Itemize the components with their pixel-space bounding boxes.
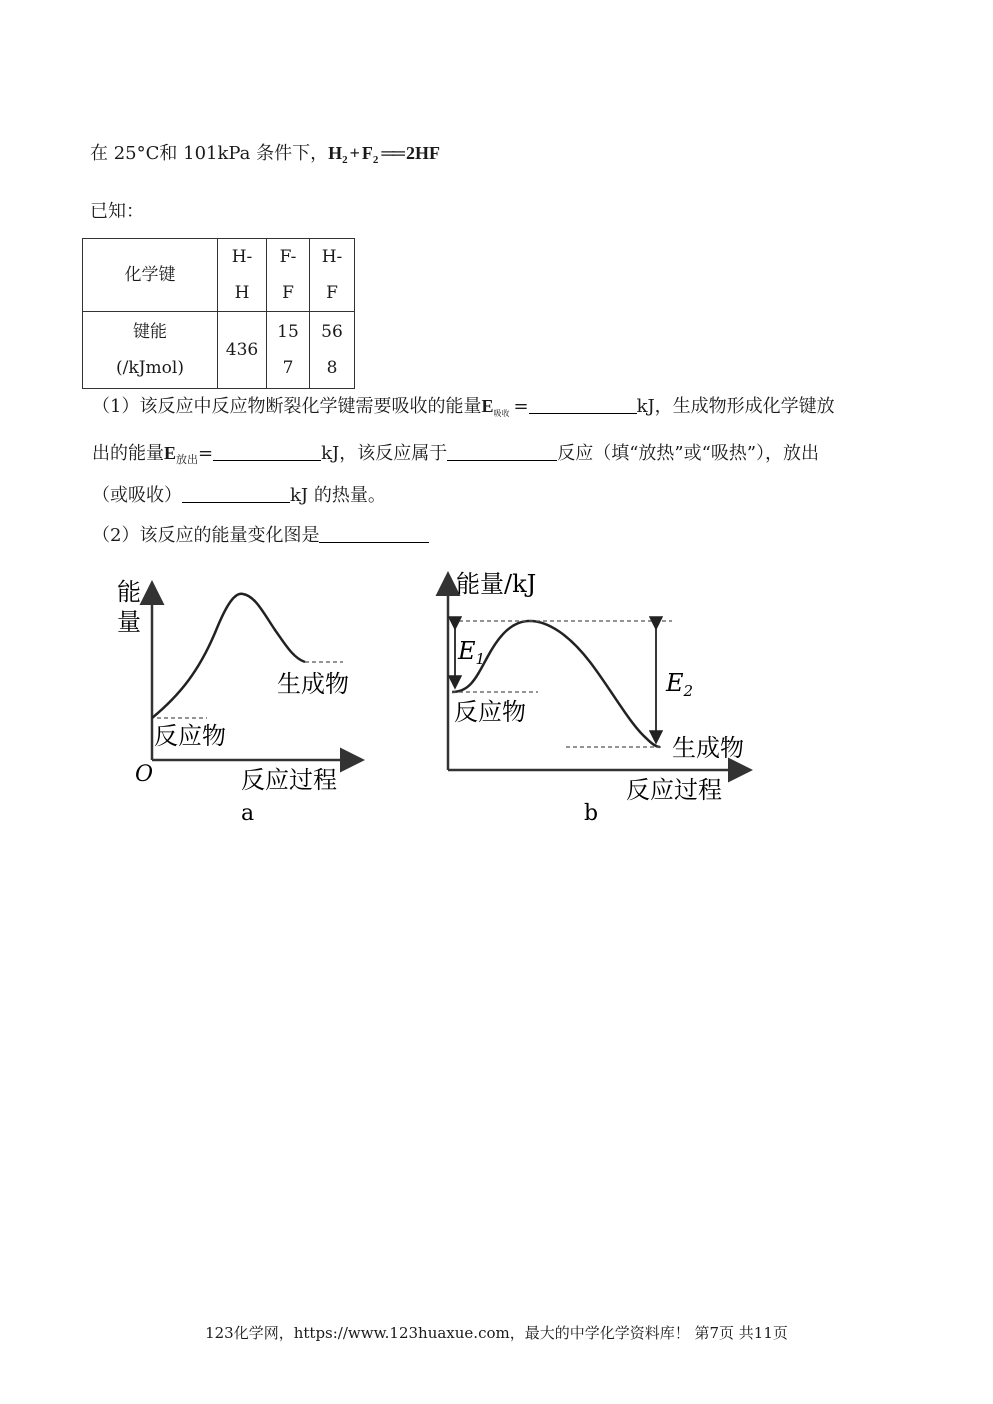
x-axis-label: 反应过程	[241, 766, 337, 794]
reactant-label: 反应物	[454, 698, 526, 726]
answer-blank-release[interactable]	[213, 442, 321, 461]
y-axis-label: 能量/kJ	[456, 570, 537, 598]
page-footer: 123化学网，https://www.123huaxue.com，最大的中学化学资料库！ 第7页 共11页	[205, 1324, 788, 1342]
bond-name-hh: H- H	[218, 239, 267, 312]
reactant-label: 反应物	[154, 722, 226, 750]
row-label-energy: 键能 (/kJmol)	[83, 312, 218, 389]
bond-name-ff: F- F	[267, 239, 310, 312]
answer-blank-absorb[interactable]	[529, 395, 637, 414]
y-axis-label-1: 能	[117, 578, 141, 606]
intro-line	[90, 141, 440, 172]
bond-energy-table	[82, 238, 355, 389]
product-label: 生成物	[672, 734, 744, 762]
energy-curve	[152, 594, 305, 718]
row-label-bond: 化学键	[83, 239, 218, 312]
answer-blank-heat[interactable]	[182, 484, 290, 503]
bond-energy-ff: 15 7	[267, 312, 310, 389]
energy-diagram-a	[105, 570, 385, 830]
reaction-equation: $H_2 + F_2$ ══ 2HF	[328, 143, 440, 166]
known-label: 已知：	[90, 201, 144, 222]
bond-energy-hf: 56 8	[310, 312, 355, 389]
intro-prefix: 在 25°C和 101kPa 条件下，	[90, 143, 329, 164]
e2-label: $E_2$	[666, 669, 694, 700]
energy-curve	[452, 621, 660, 747]
bond-energy-hh: 436	[218, 312, 267, 389]
bond-name-hf: H- F	[310, 239, 355, 312]
answer-blank-reaction-type[interactable]	[447, 442, 557, 461]
x-axis-label: 反应过程	[626, 776, 722, 804]
answer-blank-diagram[interactable]	[319, 524, 429, 543]
question1-line2: 出的能量$E_{放出}=$ kJ，该反应属于 反应（填“放热”或“吸热”），放出	[92, 443, 820, 466]
question1-line1: （1）该反应中反应物断裂化学键需要吸收的能量$E_{吸收}$ = kJ，生成物形成化学键放	[92, 396, 835, 418]
product-label: 生成物	[277, 670, 349, 698]
energy-diagram-b	[430, 566, 760, 832]
diagram-caption-b: b	[584, 801, 599, 826]
diagram-caption-a: a	[241, 801, 255, 826]
origin-label: O	[135, 762, 154, 787]
table-row	[83, 312, 355, 389]
question1-line3: （或吸收） kJ 的热量。	[92, 485, 386, 506]
table-row	[83, 239, 355, 312]
e1-label: $E_1$	[458, 637, 486, 668]
y-axis-label-2: 量	[117, 608, 141, 636]
question2-line: （2）该反应的能量变化图是	[92, 524, 429, 548]
